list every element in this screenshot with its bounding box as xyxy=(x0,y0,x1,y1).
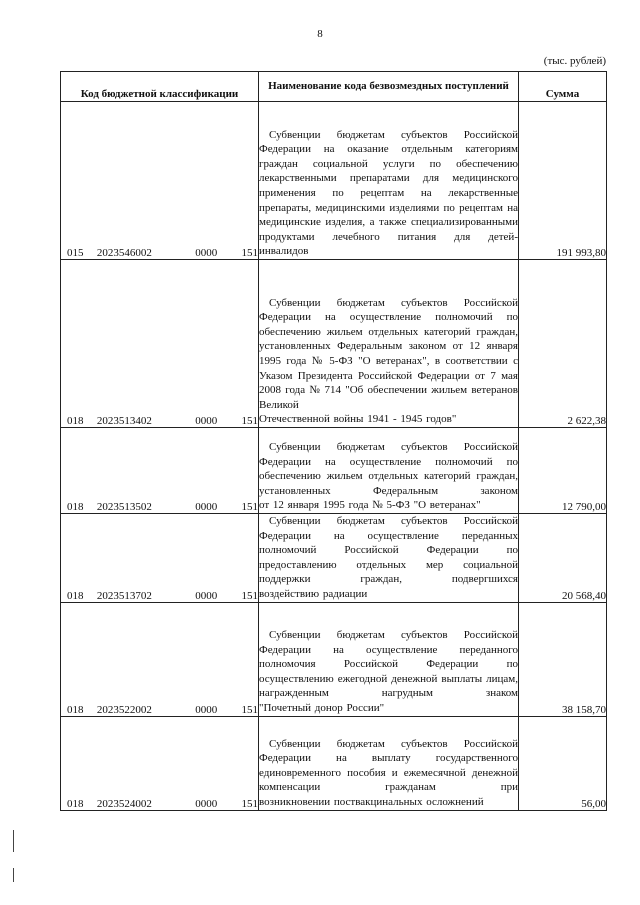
program-code: 0000 xyxy=(195,501,218,513)
revenue-name-last-line: воздействию радиации xyxy=(259,587,368,600)
amount-cell: 20 568,40 xyxy=(519,514,607,603)
amount-cell: 191 993,80 xyxy=(519,102,607,260)
budget-code-cell xyxy=(61,428,259,514)
admin-code: 018 xyxy=(67,589,84,602)
budget-code-cell xyxy=(61,102,259,260)
program-code: 0000 xyxy=(195,797,218,810)
kbk-code: 2023513502 xyxy=(96,501,152,513)
kbk-code: 2023522002 xyxy=(96,703,152,716)
admin-code: 018 xyxy=(67,415,84,427)
amount-cell: 38 158,70 xyxy=(519,602,607,716)
kosgu-code: 151 xyxy=(241,703,258,716)
kosgu-code: 151 xyxy=(241,797,258,810)
table-row xyxy=(61,602,607,716)
revenue-name-cell xyxy=(259,602,519,716)
table-row xyxy=(61,260,607,428)
kbk-code: 2023513402 xyxy=(96,415,152,427)
budget-code-cell xyxy=(61,716,259,810)
revenue-name-cell xyxy=(259,514,519,603)
revenue-name-last-line: инвалидов xyxy=(259,245,309,258)
program-code: 0000 xyxy=(195,589,218,602)
units-label: (тыс. рублей) xyxy=(543,55,606,67)
revenue-name-last-line: от 12 января 1995 года № 5-ФЗ "О ветеранах" xyxy=(259,499,481,512)
kosgu-code: 151 xyxy=(241,501,258,513)
revenue-name-cell xyxy=(259,102,519,260)
budget-code-cell xyxy=(61,514,259,603)
revenue-name-text: Субвенции бюджетам субъектов Российской Федерации на осуществление переданного полномочия Российской Федерации по осуществлению ежегодной денежной выплаты лицам, награжденным нагрудным знаком xyxy=(259,629,518,700)
revenue-name-text: Субвенции бюджетам субъектов Российской Федерации на осуществление полномочий по обеспечению жильем отдельных категорий граждан, установленных Федеральным законом xyxy=(259,441,518,497)
budget-table xyxy=(60,71,607,811)
table-row xyxy=(61,102,607,260)
budget-code-cell xyxy=(61,602,259,716)
binder-mark xyxy=(13,830,14,852)
budget-code-cell xyxy=(61,260,259,428)
table-header-row xyxy=(61,72,607,102)
table-row xyxy=(61,716,607,810)
header-name: Наименование кода безвозмездных поступлений xyxy=(259,72,519,102)
table-row xyxy=(61,514,607,603)
admin-code: 015 xyxy=(67,247,84,259)
admin-code: 018 xyxy=(67,501,84,513)
revenue-name-text: Субвенции бюджетам субъектов Российской Федерации на осуществление переданных полномочий Российской Федерации по предоставлению отдельных мер социальной поддержки граждан, подвергшихся xyxy=(259,515,518,586)
amount-cell: 2 622,38 xyxy=(519,260,607,428)
admin-code: 018 xyxy=(67,703,84,716)
kosgu-code: 151 xyxy=(241,415,258,427)
admin-code: 018 xyxy=(67,797,84,810)
program-code: 0000 xyxy=(195,415,218,427)
kbk-code: 2023513702 xyxy=(96,589,152,602)
kosgu-code: 151 xyxy=(241,589,258,602)
header-code: Код бюджетной классификации xyxy=(61,72,259,102)
revenue-name-last-line: возникновении поствакцинальных осложнений xyxy=(259,795,484,808)
binder-mark xyxy=(13,868,14,882)
amount-cell: 56,00 xyxy=(519,716,607,810)
revenue-name-last-line: Отечественной войны 1941 - 1945 годов" xyxy=(259,413,457,426)
page-number: 8 xyxy=(317,28,323,40)
amount-cell: 12 790,00 xyxy=(519,428,607,514)
kosgu-code: 151 xyxy=(241,247,258,259)
kbk-code: 2023546002 xyxy=(96,247,152,259)
revenue-name-cell xyxy=(259,716,519,810)
revenue-name-cell xyxy=(259,260,519,428)
revenue-name-text: Субвенции бюджетам субъектов Российской Федерации на осуществление полномочий по обеспечению жильем отдельных категорий граждан, установленных Федеральным законом от 12 января 1995 года № 5-ФЗ "О ветеранах", в соответствии с Указом Президента Российской Федерации от 7 мая 2008 года № 714 "Об обеспечении жильем ветеранов Великой xyxy=(259,296,518,411)
kbk-code: 2023524002 xyxy=(96,797,152,810)
table-row xyxy=(61,428,607,514)
program-code: 0000 xyxy=(195,703,218,716)
revenue-name-text: Субвенции бюджетам субъектов Российской Федерации на выплату государственного единовременного пособия и ежемесячной денежной компенсации гражданам при xyxy=(259,737,518,794)
header-sum: Сумма xyxy=(519,72,607,102)
revenue-name-last-line: "Почетный донор России" xyxy=(259,701,385,714)
revenue-name-text: Субвенции бюджетам субъектов Российской Федерации на оказание отдельным категориям граждан социальной услуги по обеспечению лекарственными препаратами для медицинского применения по рецептам на лекарственные препараты, медицинскими изделиями по рецептам на медицинские изделия, а также специализированными продуктами лечебного питания для детей- xyxy=(259,128,518,243)
program-code: 0000 xyxy=(195,247,218,259)
revenue-name-cell xyxy=(259,428,519,514)
